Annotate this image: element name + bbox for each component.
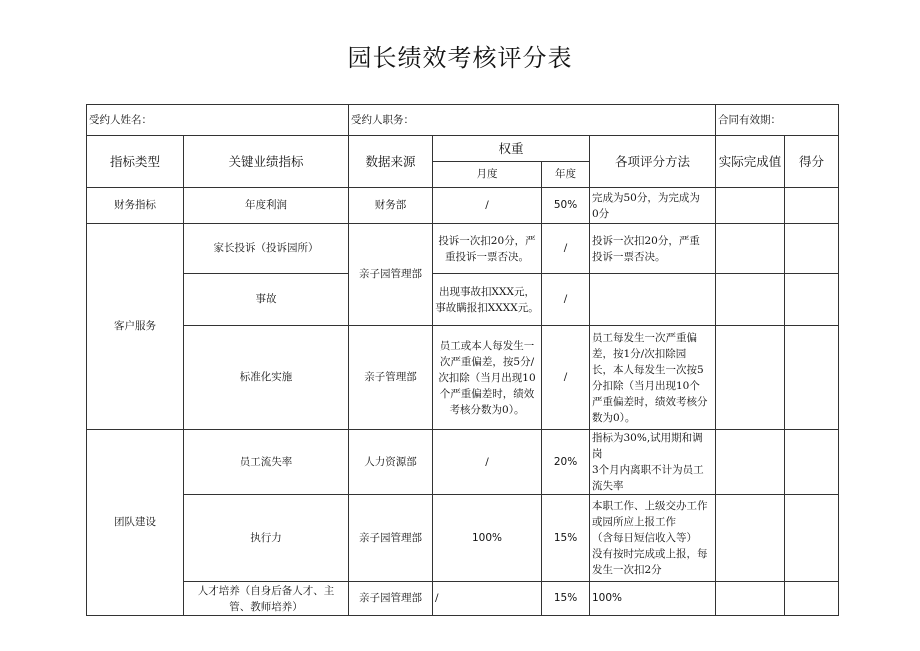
- cell-source-turnover: 人力资源部: [349, 430, 433, 495]
- header-source: 数据来源: [349, 136, 433, 188]
- cell-method-complaint: [590, 224, 716, 274]
- cell-method-standard: [590, 326, 716, 430]
- cell-annual-standard: /: [542, 326, 590, 430]
- cell-actual-complaint[interactable]: [716, 224, 785, 274]
- cell-kpi-talent: [184, 582, 349, 616]
- cell-kpi-profit: 年度利润: [184, 188, 349, 224]
- cell-actual-standard[interactable]: [716, 326, 785, 430]
- table-row-execution: [87, 495, 839, 582]
- header-score: 得分: [785, 136, 839, 188]
- monthly-accident-text: 出现事故扣XXX元， 事故瞒报扣XXXX元。: [435, 285, 539, 314]
- cell-actual-accident[interactable]: [716, 274, 785, 326]
- cell-score-accident[interactable]: [785, 274, 839, 326]
- cell-actual-profit[interactable]: [716, 188, 785, 224]
- header-row: [87, 136, 839, 162]
- cell-score-talent[interactable]: [785, 582, 839, 616]
- cell-monthly-standard: [433, 326, 542, 430]
- table-row-talent: [87, 582, 839, 616]
- table-row-accident: [87, 274, 839, 326]
- method-standard-text: 员工每发生一次严重偏 差，按1分/次扣除园 长，本人每发生一次按5 分扣除（当月出现10个 严重偏差时，绩效考核分 数为0）。: [592, 331, 708, 424]
- cell-type-service: 客户服务: [87, 224, 184, 430]
- method-complaint-text: 投诉一次扣20分，严重 投诉一票否决。: [592, 234, 700, 263]
- cell-annual-accident: /: [542, 274, 590, 326]
- cell-kpi-complaint: 家长投诉（投诉园所）: [184, 224, 349, 274]
- cell-source-execution: 亲子园管理部: [349, 495, 433, 582]
- header-method: 各项评分方法: [590, 136, 716, 188]
- cell-score-turnover[interactable]: [785, 430, 839, 495]
- table-row-finance: [87, 188, 839, 224]
- cell-annual-talent: 15%: [542, 582, 590, 616]
- cell-score-execution[interactable]: [785, 495, 839, 582]
- evaluation-table: [86, 104, 839, 616]
- header-weight: 权重: [433, 136, 590, 162]
- cell-monthly-complaint: [433, 224, 542, 274]
- method-profit-text: 完成为50分，为完成为 0分: [592, 191, 700, 220]
- header-type: 指标类型: [87, 136, 184, 188]
- method-execution-text: 本职工作、上级交办工作 或园所应上报工作 （含每日短信收入等） 没有按时完成或上报，每 发生一次扣2分: [592, 500, 708, 576]
- cell-method-talent: 100%: [590, 582, 716, 616]
- name-label: 受约人姓名：: [87, 105, 349, 136]
- cell-actual-execution[interactable]: [716, 495, 785, 582]
- method-turnover-text: 指标为30%,试用期和调岗 3个月内离职不计为员工 流失率: [592, 432, 704, 492]
- cell-monthly-talent: /: [433, 582, 542, 616]
- cell-method-profit: [590, 188, 716, 224]
- cell-score-standard[interactable]: [785, 326, 839, 430]
- header-monthly: 月度: [433, 162, 542, 188]
- header-actual: 实际完成值: [716, 136, 785, 188]
- page-title: 园长绩效考核评分表: [347, 44, 573, 72]
- cell-source-talent: 亲子园管理部: [349, 582, 433, 616]
- header-kpi: 关键业绩指标: [184, 136, 349, 188]
- cell-method-accident: [590, 274, 716, 326]
- cell-kpi-standard: 标准化实施: [184, 326, 349, 430]
- cell-monthly-execution: 100%: [433, 495, 542, 582]
- cell-type-finance: 财务指标: [87, 188, 184, 224]
- cell-actual-turnover[interactable]: [716, 430, 785, 495]
- monthly-complaint-text: 投诉一次扣20分，严 重投诉一票否决。: [438, 234, 536, 263]
- cell-monthly-profit: /: [433, 188, 542, 224]
- cell-score-profit[interactable]: [785, 188, 839, 224]
- kpi-talent-text: 人才培养（自身后备人才、主 管、教师培养）: [197, 584, 335, 613]
- cell-kpi-execution: 执行力: [184, 495, 349, 582]
- cell-annual-turnover: 20%: [542, 430, 590, 495]
- header-annual: 年度: [542, 162, 590, 188]
- table-row-complaint: [87, 224, 839, 274]
- cell-source-finance: 财务部: [349, 188, 433, 224]
- cell-method-execution: [590, 495, 716, 582]
- cell-kpi-turnover: 员工流失率: [184, 430, 349, 495]
- cell-annual-profit: 50%: [542, 188, 590, 224]
- cell-monthly-accident: [433, 274, 542, 326]
- validity-label: 合同有效期：: [716, 105, 839, 136]
- monthly-standard-text: 员工或本人每发生一 次严重偏差，按5分/ 次扣除（当月出现10 个严重偏差时，绩效 考核分数为0）。: [438, 339, 536, 416]
- cell-monthly-turnover: /: [433, 430, 542, 495]
- cell-annual-complaint: /: [542, 224, 590, 274]
- cell-source-standard: 亲子管理部: [349, 326, 433, 430]
- table-row-turnover: [87, 430, 839, 495]
- cell-source-service: 亲子园管理部: [349, 224, 433, 326]
- cell-score-complaint[interactable]: [785, 224, 839, 274]
- cell-kpi-accident: 事故: [184, 274, 349, 326]
- table-row-standard: [87, 326, 839, 430]
- info-row: [87, 105, 839, 136]
- cell-annual-execution: 15%: [542, 495, 590, 582]
- position-label: 受约人职务：: [349, 105, 716, 136]
- cell-method-turnover: [590, 430, 716, 495]
- cell-type-team: 团队建设: [87, 430, 184, 616]
- cell-actual-talent[interactable]: [716, 582, 785, 616]
